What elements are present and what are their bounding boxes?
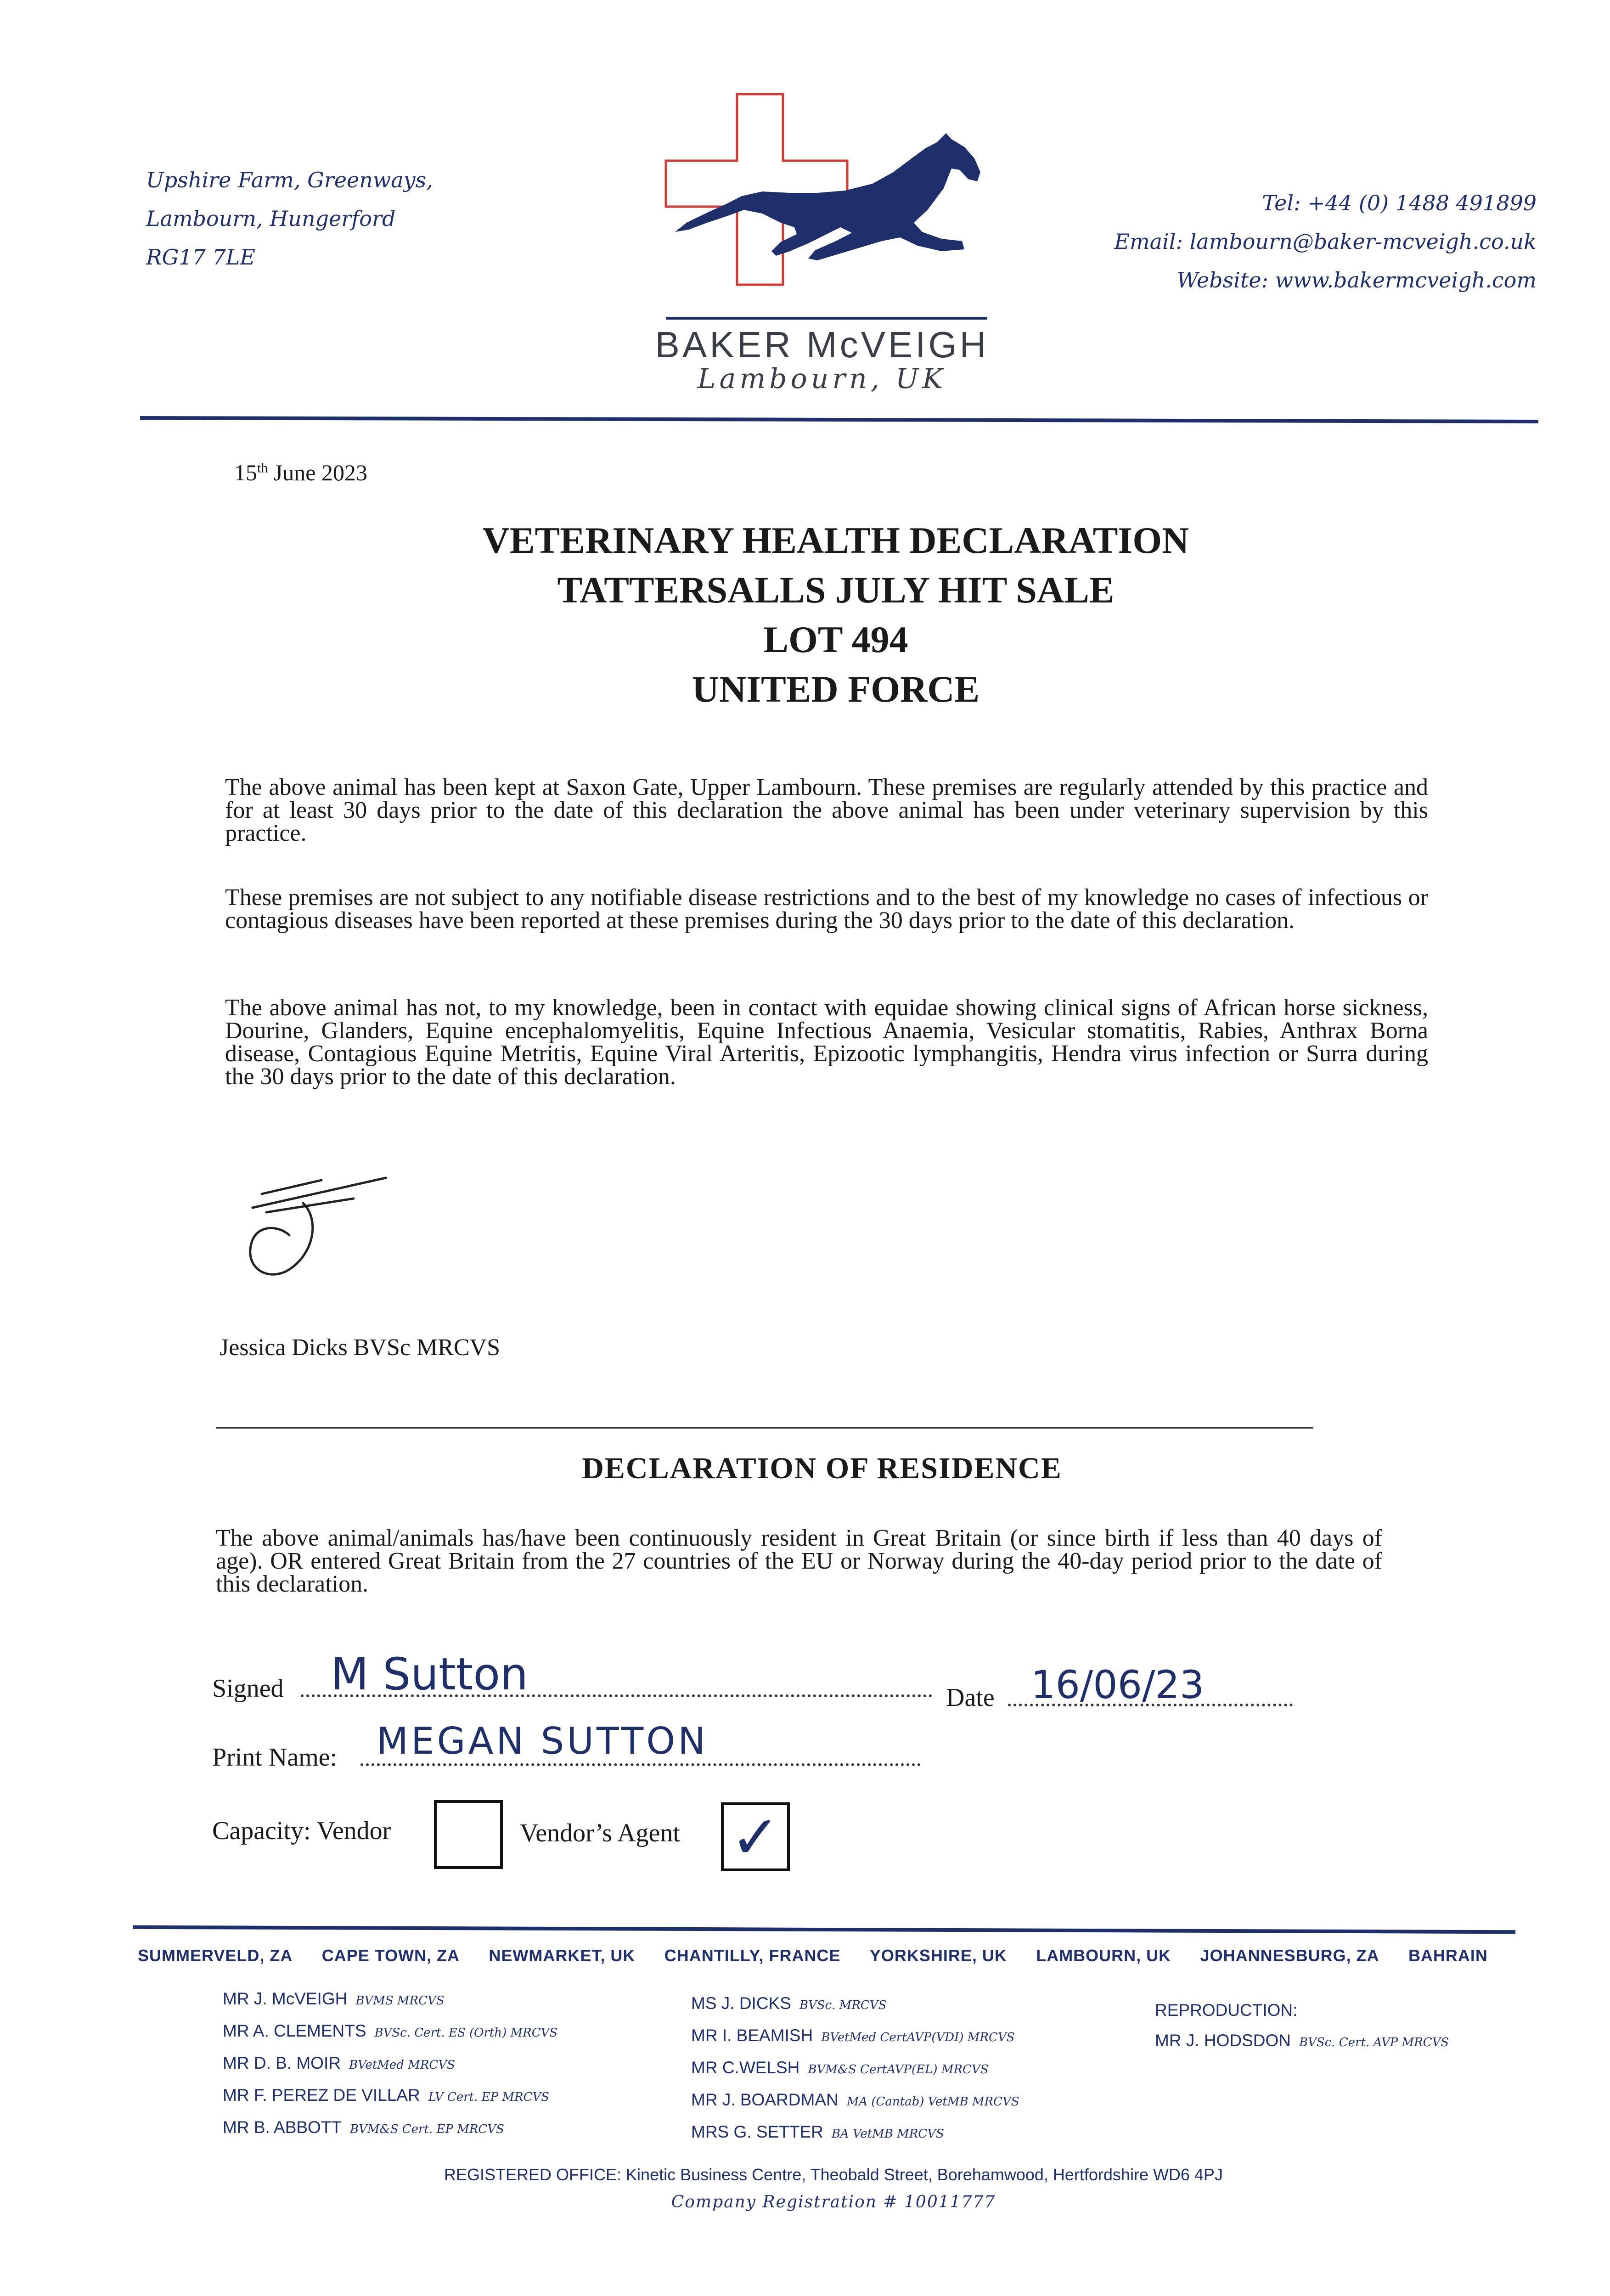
print-name-label: Print Name: [212,1743,338,1772]
title-line-1: VETERINARY HEALTH DECLARATION [482,519,1189,561]
staff-member: MRS G. SETTER BA VetMB MRCVS [691,2122,944,2141]
signer-name: Jessica Dicks BVSc MRCVS [220,1334,501,1361]
vet-signature [234,1166,427,1295]
company-registration: Company Registration # 10011777 [671,2193,996,2212]
location-lambourn: LAMBOURN, UK [1036,1946,1171,1965]
location-newmarket: NEWMARKET, UK [489,1946,636,1965]
location-johannesburg: JOHANNESBURG, ZA [1200,1946,1379,1965]
location-bahrain: BAHRAIN [1408,1946,1488,1965]
residence-text: The above animal/animals has/have been continuously resident in Great Britain (or since birth if less than 40 days of age). OR entered Great Britain from the 27 countries of the EU or Norway during the 40-day period prior to the date of this declaration. [216,1525,1382,1597]
signed-value: M Sutton [331,1649,528,1700]
address-line-1: Upshire Farm, Greenways, [146,168,433,192]
telephone: Tel: +44 (0) 1488 491899 [1262,191,1537,215]
document-date [234,459,367,486]
title-line-2: TATTERSALLS JULY HIT SALE [557,569,1115,611]
print-name-value: MEGAN SUTTON [377,1720,709,1762]
logo-underline [666,317,987,320]
staff-member: MR J. McVEIGH BVMS MRCVS [223,1989,445,2008]
practice-contact [1114,184,1537,299]
date-label: Date [946,1683,995,1712]
office-locations [138,1946,1488,1965]
staff-column-3 [1155,1995,1449,2058]
address-line-3: RG17 7LE [146,245,255,270]
paragraph-3: The above animal has not, to my knowledge, been in contact with equidae showing clinical signs of African horse sickness, Dourine, Glanders, Equine encephalomyelitis, Equine Infectious Anaemia, Vesicular stomatitis, Rabies, Anthrax Borna disease, Contagious Equine Metritis, Equine Viral Arteritis, Epizootic lymphangitis, Hendra virus infection or Surra during the 30 days prior to the date of this declaration. [225,995,1428,1090]
section-divider [216,1427,1313,1429]
website: Website: www.bakermcveigh.com [1177,268,1537,293]
date-day: 15 [234,460,257,485]
date-suffix: th [257,460,268,476]
staff-member: MR J. BOARDMAN MA (Cantab) VetMB MRCVS [691,2090,1019,2109]
staff-member: MR B. ABBOTT BVM&S Cert. EP MRCVS [223,2118,504,2137]
location-cape-town: CAPE TOWN, ZA [321,1946,460,1965]
vendor-agent-label: Vendor’s Agent [520,1819,680,1847]
header-divider [140,416,1538,423]
capacity-vendor-label: Capacity: Vendor [212,1817,391,1845]
signed-label: Signed [212,1674,284,1703]
practice-address [146,161,433,276]
location-chantilly: CHANTILLY, FRANCE [664,1946,841,1965]
email: Email: lambourn@baker-mcveigh.co.uk [1114,229,1537,254]
staff-member: MR A. CLEMENTS BVSc. Cert. ES (Orth) MRCVS [223,2021,558,2040]
staff-member: MR F. PEREZ DE VILLAR LV Cert. EP MRCVS [223,2086,550,2105]
title-line-4: UNITED FORCE [692,668,980,710]
location-yorkshire: YORKSHIRE, UK [869,1946,1007,1965]
residence-title: DECLARATION OF RESIDENCE [582,1452,1062,1485]
brand-location: Lambourn, UK [697,363,947,395]
staff-member: MS J. DICKS BVSc. MRCVS [691,1994,887,2013]
staff-column-1 [223,1984,557,2144]
staff-column-2 [691,1988,1019,2149]
vendor-agent-checkbox[interactable]: ✓ [721,1802,790,1871]
registered-office: REGISTERED OFFICE: Kinetic Business Centre, Theobald Street, Borehamwood, Hertfordshire WD6 4PJ [444,2165,1223,2184]
title-line-3: LOT 494 [763,619,908,660]
address-line-2: Lambourn, Hungerford [146,206,396,231]
staff-member: MR I. BEAMISH BVetMed CertAVP(VDI) MRCVS [691,2026,1015,2045]
date-value: 16/06/23 [1031,1662,1205,1707]
staff-member: MR J. HODSDON BVSc. Cert. AVP MRCVS [1155,2031,1449,2050]
staff-member: MR C.WELSH BVM&S CertAVP(EL) MRCVS [691,2058,989,2077]
vendor-checkbox[interactable] [434,1800,503,1869]
staff-member: MR D. B. MOIR BVetMed MRCVS [223,2054,455,2072]
baker-mcveigh-logo [643,90,1010,328]
print-name-line[interactable] [360,1763,921,1766]
reproduction-label: REPRODUCTION: [1155,2001,1298,2020]
location-summerveld: SUMMERVELD, ZA [138,1946,293,1965]
date-rest: June 2023 [268,460,367,485]
paragraph-2: These premises are not subject to any notifiable disease restrictions and to the best of my knowledge no cases of infectious or contagious diseases have been reported at these premises during the 30 days prior to the date of this declaration. [225,884,1428,934]
brand-name: BAKER McVEIGH [655,324,989,365]
paragraph-1: The above animal has been kept at Saxon Gate, Upper Lambourn. These premises are regularly attended by this practice and for at least 30 days prior to the date of this declaration the above animal has been under veterinary supervision by this practice. [225,774,1428,846]
horse-silhouette [675,133,980,260]
footer-divider [133,1925,1515,1934]
